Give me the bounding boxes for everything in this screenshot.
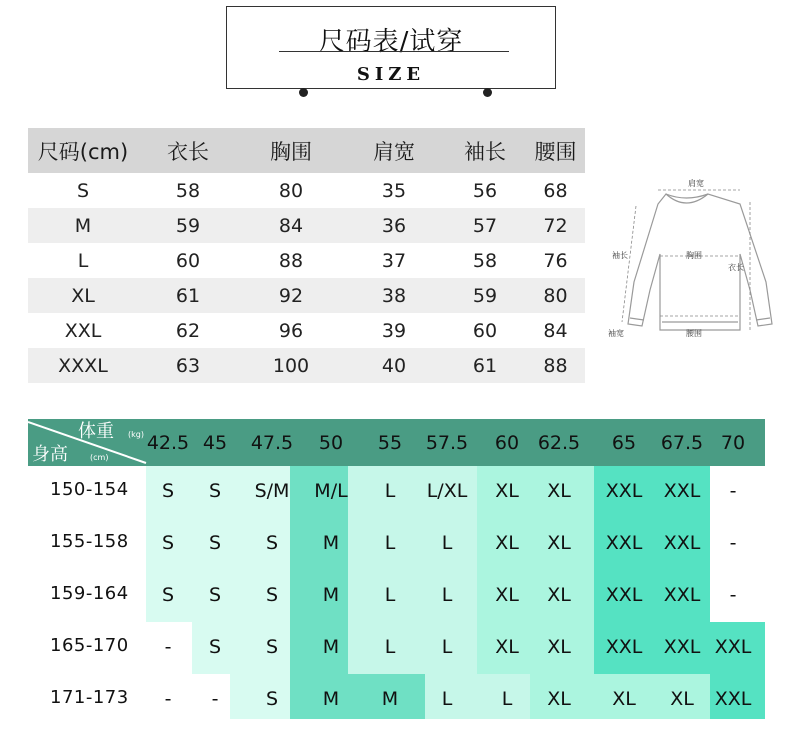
column-header: 袖长 [464, 139, 506, 164]
height-axis-label: 身高 [32, 444, 68, 465]
height-range: 171-173 [50, 687, 129, 708]
recommended-size: M [381, 688, 399, 710]
measurement-value: 39 [381, 319, 407, 342]
recommended-size: S [208, 480, 222, 502]
page-subtitle: SIZE [356, 64, 426, 85]
measurement-value: 96 [278, 319, 304, 342]
diagram-label-shoulder: 肩宽 [688, 179, 704, 188]
recommended-size: XL [495, 532, 519, 554]
recommended-size: L [384, 480, 396, 502]
recommended-size: XL [547, 480, 571, 502]
recommended-size: XL [547, 636, 571, 658]
table-row [28, 173, 585, 208]
weight-axis-label: 体重 [78, 421, 114, 442]
measurement-value: 37 [381, 249, 407, 272]
recommended-size: S [265, 532, 279, 554]
measurement-value: 60 [175, 249, 201, 272]
weight-column-header: 62.5 [537, 432, 581, 454]
measurement-value: 59 [472, 284, 498, 307]
recommended-size: XL [612, 688, 636, 710]
recommended-size: M [322, 688, 340, 710]
recommended-size: L/XL [426, 480, 468, 502]
column-header: 尺码(cm) [37, 139, 129, 164]
measurement-value: 40 [381, 354, 407, 377]
recommended-size: XL [547, 532, 571, 554]
recommended-size: S [208, 636, 222, 658]
column-header: 肩宽 [373, 139, 415, 164]
recommended-size: XXL [714, 688, 752, 710]
weight-unit-label: (kg) [128, 430, 144, 439]
measurement-value: 59 [175, 214, 201, 237]
measurement-value: 84 [543, 319, 568, 342]
title-box [226, 6, 556, 89]
right-dot-ornament [483, 88, 492, 97]
column-header: 腰围 [534, 139, 577, 164]
measurement-value: 80 [543, 284, 568, 307]
height-range: 165-170 [50, 635, 129, 656]
height-range: 150-154 [50, 479, 129, 500]
weight-column-header: 65 [611, 432, 637, 454]
diagram-label-chest: 胸围 [686, 251, 702, 260]
diagram-label-waist: 腰围 [686, 329, 702, 338]
height-range: 155-158 [50, 531, 129, 552]
recommended-size: M/L [314, 480, 348, 502]
recommended-size: XXL [663, 636, 701, 658]
recommended-size: XXL [663, 480, 701, 502]
recommended-size: S [208, 584, 222, 606]
recommended-size: L [501, 688, 513, 710]
recommended-size: XL [495, 480, 519, 502]
measurement-value: 35 [381, 179, 407, 202]
size-label: XL [71, 284, 95, 307]
measurement-value: 36 [381, 214, 407, 237]
recommended-size: - [729, 532, 737, 554]
recommended-size: XXL [605, 532, 643, 554]
recommended-size: S [161, 532, 175, 554]
size-label: L [77, 249, 89, 272]
recommended-size: XXL [605, 636, 643, 658]
fit-table-row [28, 622, 765, 674]
height-weight-fit-table [28, 419, 765, 715]
measurement-value: 72 [543, 214, 568, 237]
fit-table-row [28, 674, 765, 726]
size-label: XXXL [58, 354, 108, 377]
recommended-size: L [441, 636, 453, 658]
recommended-size: M [322, 636, 340, 658]
recommended-size: - [729, 480, 737, 502]
measurement-value: 58 [472, 249, 498, 272]
recommended-size: L [441, 584, 453, 606]
size-label: XXL [64, 319, 102, 342]
measurement-value: 61 [472, 354, 498, 377]
fit-table-row [28, 570, 765, 622]
recommended-size: L [441, 532, 453, 554]
recommended-size: XL [547, 584, 571, 606]
measurement-value: 38 [381, 284, 407, 307]
recommended-size: M [322, 532, 340, 554]
weight-columns [28, 419, 765, 466]
title-divider [279, 51, 509, 52]
table-row [28, 313, 585, 348]
recommended-size: S [265, 584, 279, 606]
column-header: 胸围 [270, 139, 312, 164]
size-label: S [76, 179, 90, 202]
measurement-value: 61 [175, 284, 201, 307]
recommended-size: XL [670, 688, 694, 710]
fit-table-body [28, 466, 765, 715]
size-table-header [28, 128, 585, 173]
weight-column-header: 47.5 [250, 432, 294, 454]
recommended-size: L [384, 532, 396, 554]
height-range: 159-164 [50, 583, 129, 604]
measurement-value: 100 [272, 354, 310, 377]
measurement-value: 62 [175, 319, 201, 342]
weight-column-header: 55 [377, 432, 403, 454]
measurement-value: 63 [175, 354, 201, 377]
recommended-size: XXL [605, 480, 643, 502]
table-row [28, 278, 585, 313]
recommended-size: XL [547, 688, 571, 710]
measurement-value: 60 [472, 319, 498, 342]
recommended-size: S [208, 532, 222, 554]
recommended-size: M [322, 584, 340, 606]
weight-column-header: 45 [202, 432, 228, 454]
measurement-value: 58 [175, 179, 201, 202]
size-measurement-table [28, 128, 585, 383]
fit-table-row [28, 466, 765, 518]
recommended-size: XXL [605, 584, 643, 606]
page-title: 尺码表/试穿 [318, 27, 464, 57]
recommended-size: XL [495, 636, 519, 658]
measurement-value: 92 [278, 284, 304, 307]
recommended-size: - [211, 688, 219, 710]
diagram-label-length: 衣长 [728, 263, 744, 272]
recommended-size: S [161, 480, 175, 502]
left-dot-ornament [299, 88, 308, 97]
weight-column-header: 50 [318, 432, 344, 454]
recommended-size: - [164, 636, 172, 658]
recommended-size: S [265, 688, 279, 710]
weight-column-header: 67.5 [660, 432, 704, 454]
measurement-value: 68 [543, 179, 568, 202]
measurement-value: 84 [278, 214, 304, 237]
recommended-size: XXL [663, 532, 701, 554]
measurement-value: 56 [472, 179, 498, 202]
diagram-label-cuff: 袖宽 [608, 329, 624, 338]
diagram-label-sleeve: 袖长 [612, 251, 628, 260]
recommended-size: S [265, 636, 279, 658]
recommended-size: XL [495, 584, 519, 606]
fit-table-row [28, 518, 765, 570]
measurement-value: 88 [543, 354, 568, 377]
recommended-size: S/M [254, 480, 290, 502]
recommended-size: L [384, 636, 396, 658]
column-header: 衣长 [167, 139, 209, 164]
recommended-size: - [729, 584, 737, 606]
recommended-size: XXL [714, 636, 752, 658]
size-label: M [74, 214, 92, 237]
table-row [28, 208, 585, 243]
height-unit-label: (cm) [90, 453, 109, 462]
recommended-size: - [164, 688, 172, 710]
recommended-size: S [161, 584, 175, 606]
recommended-size: L [441, 688, 453, 710]
weight-column-header: 42.5 [146, 432, 190, 454]
weight-column-header: 70 [720, 432, 746, 454]
measurement-value: 57 [472, 214, 498, 237]
table-row [28, 348, 585, 383]
weight-column-header: 60 [494, 432, 520, 454]
recommended-size: L [384, 584, 396, 606]
weight-column-header: 57.5 [425, 432, 469, 454]
table-row [28, 243, 585, 278]
measurement-value: 80 [278, 179, 304, 202]
measurement-value: 88 [278, 249, 304, 272]
recommended-size: XXL [663, 584, 701, 606]
measurement-value: 76 [543, 249, 568, 272]
sweater-measurement-diagram [600, 172, 785, 344]
fit-table-header [28, 419, 765, 466]
